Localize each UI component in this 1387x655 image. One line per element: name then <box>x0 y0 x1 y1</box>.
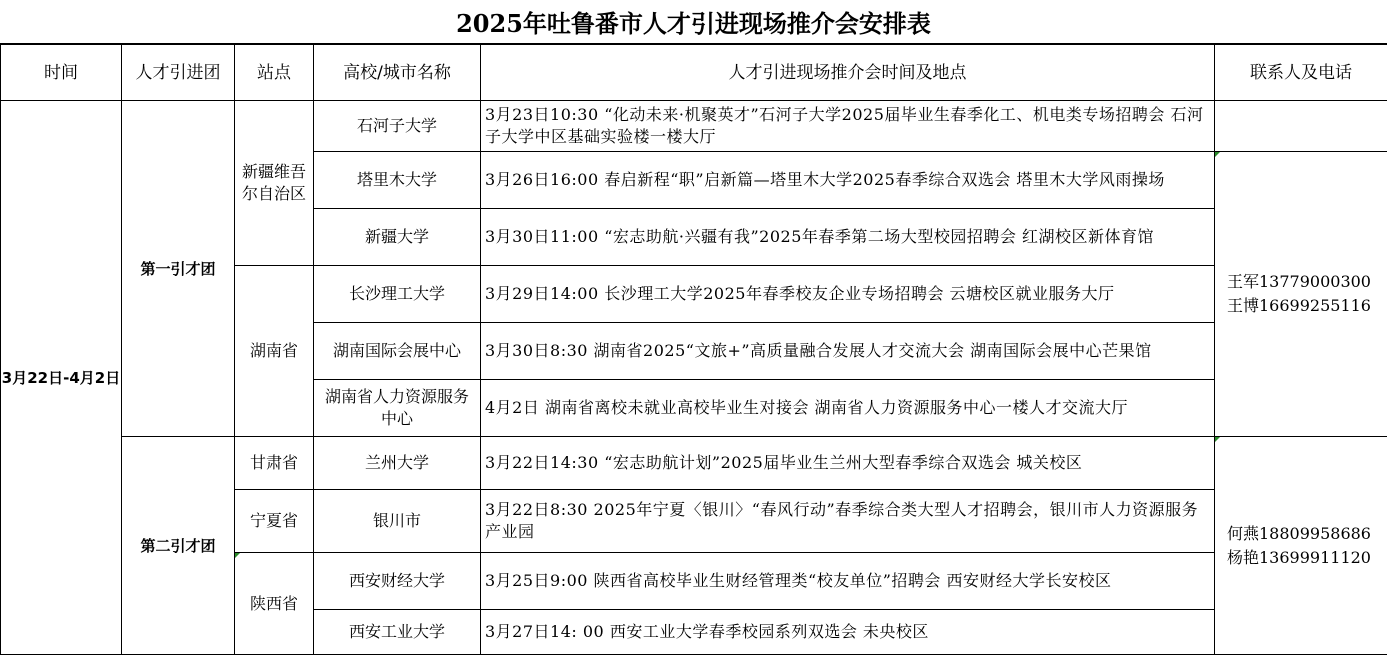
school-cell: 湖南国际会展中心 <box>314 323 481 380</box>
header-event: 人才引进现场推介会时间及地点 <box>481 45 1215 101</box>
school-cell: 兰州大学 <box>314 437 481 490</box>
station-hunan: 湖南省 <box>235 266 314 437</box>
school-cell: 石河子大学 <box>314 101 481 152</box>
time-range-cell: 3月22日-4月2日 <box>1 101 122 655</box>
group-1-cell: 第一引才团 <box>122 101 235 437</box>
table-row <box>1 101 1387 152</box>
header-station: 站点 <box>235 45 314 101</box>
event-cell: 3月30日8:30 湖南省2025“文旅+”高质量融合发展人才交流大会 湖南国际会展中心芒果馆 <box>481 323 1215 380</box>
station-xinjiang: 新疆维吾尔自治区 <box>235 101 314 266</box>
contact-name-phone: 王博16699255116 <box>1227 294 1387 318</box>
header-group: 人才引进团 <box>122 45 235 101</box>
header-time: 时间 <box>1 45 122 101</box>
contact-name-phone: 杨艳13699911120 <box>1227 546 1387 570</box>
school-cell: 塔里木大学 <box>314 152 481 209</box>
event-cell: 3月27日14: 00 西安工业大学春季校园系列双选会 未央校区 <box>481 610 1215 655</box>
contact-empty-cell <box>1215 101 1387 152</box>
event-cell: 3月22日14:30 “宏志助航计划”2025届毕业生兰州大型春季综合双选会 城关校区 <box>481 437 1215 490</box>
event-cell: 3月25日9:00 陕西省高校毕业生财经管理类“校友单位”招聘会 西安财经大学长安校区 <box>481 553 1215 610</box>
contact-name-phone: 何燕18809958686 <box>1227 522 1387 546</box>
station-ningxia: 宁夏省 <box>235 490 314 553</box>
event-cell: 3月29日14:00 长沙理工大学2025年春季校友企业专场招聘会 云塘校区就业服务大厅 <box>481 266 1215 323</box>
school-cell: 湖南省人力资源服务中心 <box>314 380 481 437</box>
event-cell: 3月23日10:30 “化动未来·机聚英才”石河子大学2025届毕业生春季化工、机电类专场招聘会 石河子大学中区基础实验楼一楼大厅 <box>481 101 1215 152</box>
station-shaanxi: 陕西省 <box>235 553 314 655</box>
event-cell: 3月22日8:30 2025年宁夏〈银川〉“春风行动”春季综合类大型人才招聘会，银川市人力资源服务产业园 <box>481 490 1215 553</box>
school-cell: 西安财经大学 <box>314 553 481 610</box>
header-row <box>1 45 1387 101</box>
event-cell: 3月30日11:00 “宏志助航·兴疆有我”2025年春季第二场大型校园招聘会 红湖校区新体育馆 <box>481 209 1215 266</box>
contact-name-phone: 王军13779000300 <box>1227 270 1387 294</box>
school-cell: 新疆大学 <box>314 209 481 266</box>
page-title: 2025年吐鲁番市人才引进现场推介会安排表 <box>0 0 1387 44</box>
event-cell: 3月26日16:00 春启新程“职”启新篇—塔里木大学2025春季综合双选会 塔里木大学风雨操场 <box>481 152 1215 209</box>
header-contact: 联系人及电话 <box>1215 45 1387 101</box>
table-row <box>1 437 1387 490</box>
group-2-cell: 第二引才团 <box>122 437 235 655</box>
schedule-table <box>0 44 1387 655</box>
group-2-contact-cell <box>1215 437 1387 655</box>
event-cell: 4月2日 湖南省离校未就业高校毕业生对接会 湖南省人力资源服务中心一楼人才交流大厅 <box>481 380 1215 437</box>
school-cell: 长沙理工大学 <box>314 266 481 323</box>
school-cell: 西安工业大学 <box>314 610 481 655</box>
school-cell: 银川市 <box>314 490 481 553</box>
station-gansu: 甘肃省 <box>235 437 314 490</box>
header-school: 高校/城市名称 <box>314 45 481 101</box>
group-1-contact-cell <box>1215 152 1387 437</box>
